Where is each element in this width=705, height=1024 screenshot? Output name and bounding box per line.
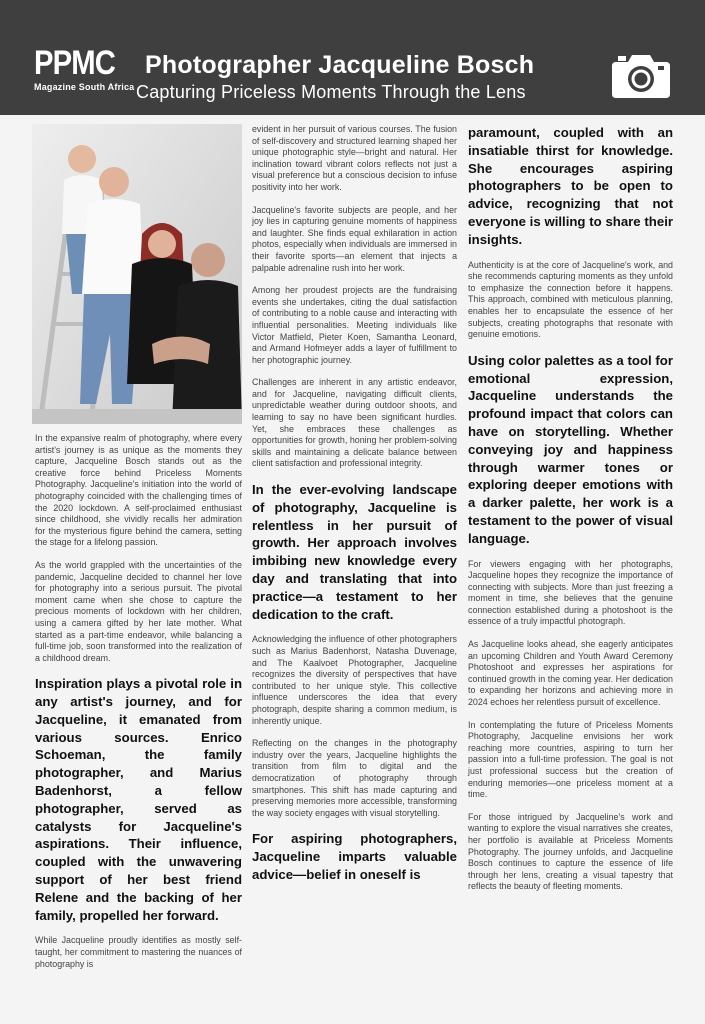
article-subtitle: Capturing Priceless Moments Through the Lens <box>136 82 526 102</box>
body-paragraph: For viewers engaging with her photographs, Jacqueline hopes they recognize the importance of connecting with subjects. More than just freezing a moment in time, she believes that the genuine connection established during a photoshoot is the essence of a truly impactful photograph. <box>468 558 673 627</box>
column-2 <box>252 124 457 895</box>
body-paragraph: In the expansive realm of photography, where every artist's journey is as unique as the moments they capture, Jacqueline Bosch stands out as the creative force behind Priceless Moments Photography. Jacqueline's initiation into the world of photography coincided with the challenging times of the 2020 lockdown. A self-proclaimed enthusiast since childhood, she vividly recalls her admiration for the mysterious figure behind the camera, setting the stage for a lifelong passion. <box>35 433 242 548</box>
article-title: Photographer Jacqueline Bosch <box>145 51 535 79</box>
pull-quote: In the ever-evolving landscape of photography, Jacqueline is relentless in her pursuit of growth. Her approach involves imbibing new knowledge every day and translating that into practice—a testament to her dedication to the craft. <box>252 482 457 622</box>
body-paragraph: Among her proudest projects are the fundraising events she undertakes, citing the dual satisfaction of contributing to a noble cause and interacting with influential personalities. Meeting individuals like Victor Matfield, Pieter Koen, Samantha Leonard, and Armand Hofmeyer adds a layer of fulfillment to her photographic journey. <box>252 285 457 365</box>
family-portrait-photo <box>32 124 242 424</box>
pull-quote: For aspiring photographers, Jacqueline imparts valuable advice—belief in oneself is <box>252 831 457 882</box>
body-paragraph: Jacqueline's favorite subjects are people, and her joy lies in capturing genuine moments of happiness and laughter. She finds equal exhilaration in action photos, especially when individuals are immersed in their favorite sports—an element that injects a palpable adrenaline rush into her work. <box>252 204 457 273</box>
logo-sub-text: Magazine South Africa <box>34 82 135 92</box>
column-3 <box>468 124 673 904</box>
body-paragraph: While Jacqueline proudly identifies as mostly self-taught, her commitment to mastering the nuances of photography is <box>35 935 242 969</box>
body-paragraph: As Jacqueline looks ahead, she eagerly anticipates an upcoming Children and Youth Award Ceremony Photoshoot and expresses her aspirations for continued growth in the coming year. Her dedication to expanding her horizons and achieving more in 2024 echoes her relentless pursuit of excellence. <box>468 639 673 708</box>
pull-quote: Using color palettes as a tool for emotional expression, Jacqueline understands the profound impact that colors can have on storytelling. Whether conveying joy and happiness through warmer tones or exploring deeper emotions with a darker palette, her work is a testament to the power of visual language. <box>468 352 673 546</box>
magazine-header <box>0 0 705 115</box>
pull-quote: Inspiration plays a pivotal role in any artist's journey, and for Jacqueline, it emanated from various sources. Enrico Schoeman, the family photographer, and Marius Badenhorst, a fellow photographer, served as catalysts for Jacqueline's aspirations. Their influence, coupled with the unwavering support of her best friend Relene and the backing of her family, propelled her forward. <box>35 676 242 923</box>
column-1 <box>35 433 242 981</box>
camera-icon <box>610 50 672 100</box>
family-portrait-illustration <box>32 124 242 424</box>
magazine-logo <box>34 46 134 92</box>
body-paragraph: evident in her pursuit of various courses. The fusion of self-discovery and structured learning shaped her unique photographic style—bright and natural. Her inclination toward vibrant colors reflects not just a visual preference but a conscious decision to infuse positivity into her work. <box>252 124 457 192</box>
body-paragraph: In contemplating the future of Priceless Moments Photography, Jacqueline envisions her work reaching more countries, aspiring to turn her passion into a full-time profession. The goal is not just professional success but the creation of enduring memories—one priceless moment at a time. <box>468 719 673 800</box>
body-paragraph: Acknowledging the influence of other photographers such as Marius Badenhorst, Natasha Duvenage, and The Kaalvoet Photographer, Jacqueline recognizes the diversity of perspectives that have contributed to her unique style. This collective influence underscores the idea that every photograph, despite sharing a common medium, is inherently unique. <box>252 634 457 726</box>
body-paragraph: For those intrigued by Jacqueline's work and wanting to explore the visual narratives she creates, her portfolio is available at Priceless Moments Photography. The journey unfolds, and Jacqueline Bosch continues to capture the essence of life through her lens, creating a visual tapestry that reflects the beauty of fleeting moments. <box>468 811 673 892</box>
body-paragraph: Authenticity is at the core of Jacqueline's work, and she recommends capturing moments as they unfold to emphasize the connection before it happens. This approach, combined with meticulous planning, enables her to encapsulate the essence of her subjects, creating photographs that resonate with genuine emotions. <box>468 259 673 340</box>
body-paragraph: Challenges are inherent in any artistic endeavor, and for Jacqueline, navigating difficult clients, unpredictable weather during outdoor shoots, and learning to say no have been significant hurdles. Yet, she embraces these challenges as opportunities for growth, honing her problem-solving skills and maintaining a delicate balance between client satisfaction and professional integrity. <box>252 377 457 469</box>
body-paragraph: As the world grappled with the uncertainties of the pandemic, Jacqueline decided to channel her love for photography into a serious pursuit. The pivotal moment came when she chose to capture the precious moments of lockdown with her children, using a camera gifted by her late mother. What started as a part-time endeavor, while balancing a full-time job, soon transformed into the realization of a childhood dream. <box>35 559 242 663</box>
pull-quote: paramount, coupled with an insatiable thirst for knowledge. She encourages aspiring photographers to be open to advice, recognizing that not everyone is willing to share their insights. <box>468 125 673 247</box>
body-paragraph: Reflecting on the changes in the photography industry over the years, Jacqueline highlights the transition from film to digital and the democratization of photography through smartphones. This shift has made capturing and preserving memories more accessible, transforming the way society engages with visual storytelling. <box>252 738 457 818</box>
logo-main-text: PPMC <box>34 44 116 82</box>
